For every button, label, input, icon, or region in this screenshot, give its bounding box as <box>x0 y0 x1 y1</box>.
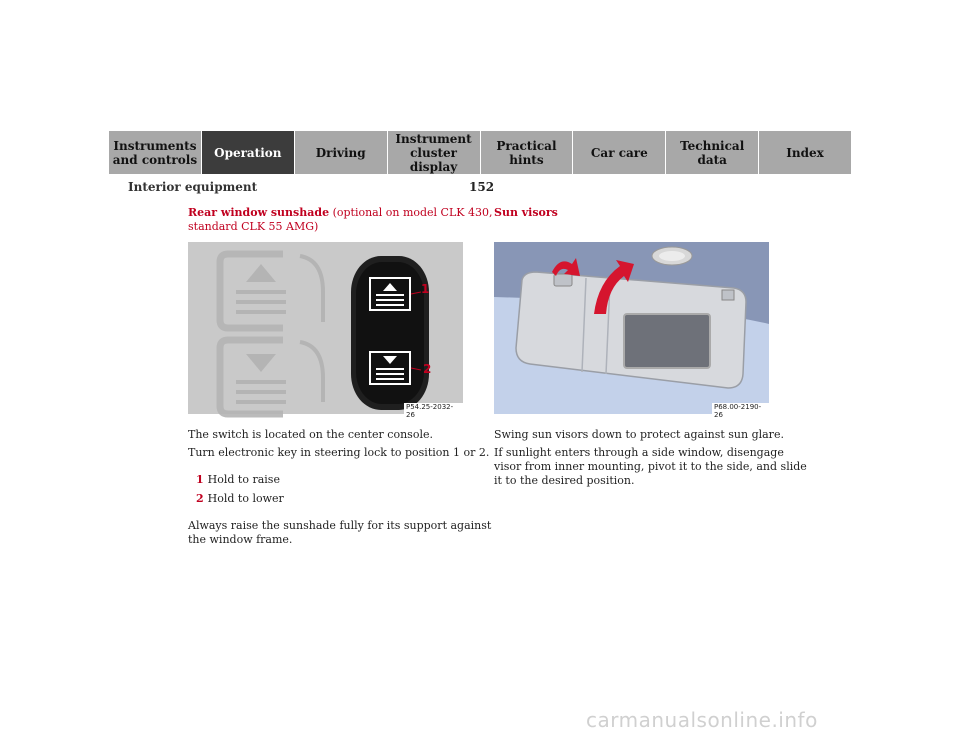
tab-index[interactable]: Index <box>759 131 851 174</box>
tab-driving[interactable]: Driving <box>295 131 388 174</box>
list-item-text: Hold to lower <box>207 492 284 505</box>
sunshade-para-1: The switch is located on the center console. <box>188 428 433 441</box>
list-item <box>196 492 284 506</box>
sun-visors-para-1: Swing sun visors down to protect against sun glare. <box>494 428 784 441</box>
sunshade-switch-figure <box>188 242 463 419</box>
callout-1: 1 <box>421 282 430 296</box>
sun-visor-illustration <box>494 242 769 414</box>
tab-operation[interactable]: Operation <box>202 131 295 174</box>
sun-visors-heading-title: Sun visors <box>494 206 558 219</box>
sun-visors-para-2-line-3: it to the desired position. <box>494 474 635 487</box>
section-title: Interior equipment <box>128 180 258 194</box>
tab-instrument-cluster-display[interactable]: Instrument cluster display <box>388 131 481 174</box>
sun-visors-heading <box>494 206 558 220</box>
sunshade-para-3-line-2: the window frame. <box>188 533 293 546</box>
figure-code: P54.25-2032-26 <box>404 403 463 419</box>
tab-instruments-and-controls[interactable]: Instruments and controls <box>109 131 202 174</box>
tab-car-care[interactable]: Car care <box>573 131 666 174</box>
callout-2: 2 <box>423 362 432 376</box>
sun-visors-para-2-line-1: If sunlight enters through a side window, disengage <box>494 446 784 459</box>
sunshade-para-3 <box>188 519 491 547</box>
sunshade-heading-title: Rear window sunshade <box>188 206 330 219</box>
sunshade-para-3-line-1: Always raise the sunshade fully for its support against <box>188 519 492 532</box>
watermark: carmanualsonline.info <box>586 708 818 732</box>
chapter-tabs <box>109 131 851 174</box>
sunshade-heading-note-1: (optional on model CLK 430, <box>332 206 493 219</box>
sun-visors-para-2-line-2: visor from inner mounting, pivot it to the side, and slide <box>494 460 807 473</box>
page-number: 152 <box>469 180 495 194</box>
tab-practical-hints[interactable]: Practical hints <box>481 131 574 174</box>
figure-code: P68.00-2190-26 <box>712 403 769 419</box>
sunshade-heading <box>188 206 493 234</box>
list-item <box>196 473 280 487</box>
tab-technical-data[interactable]: Technical data <box>666 131 759 174</box>
sunshade-para-2: Turn electronic key in steering lock to position 1 or 2. <box>188 446 490 459</box>
sun-visors-para-2 <box>494 446 807 488</box>
list-item-number: 2 <box>196 492 204 505</box>
sunshade-heading-note-2: standard CLK 55 AMG) <box>188 220 319 233</box>
sunshade-switch-illustration <box>188 242 463 414</box>
list-item-number: 1 <box>196 473 204 486</box>
list-item-text: Hold to raise <box>207 473 280 486</box>
sun-visor-figure <box>494 242 769 419</box>
